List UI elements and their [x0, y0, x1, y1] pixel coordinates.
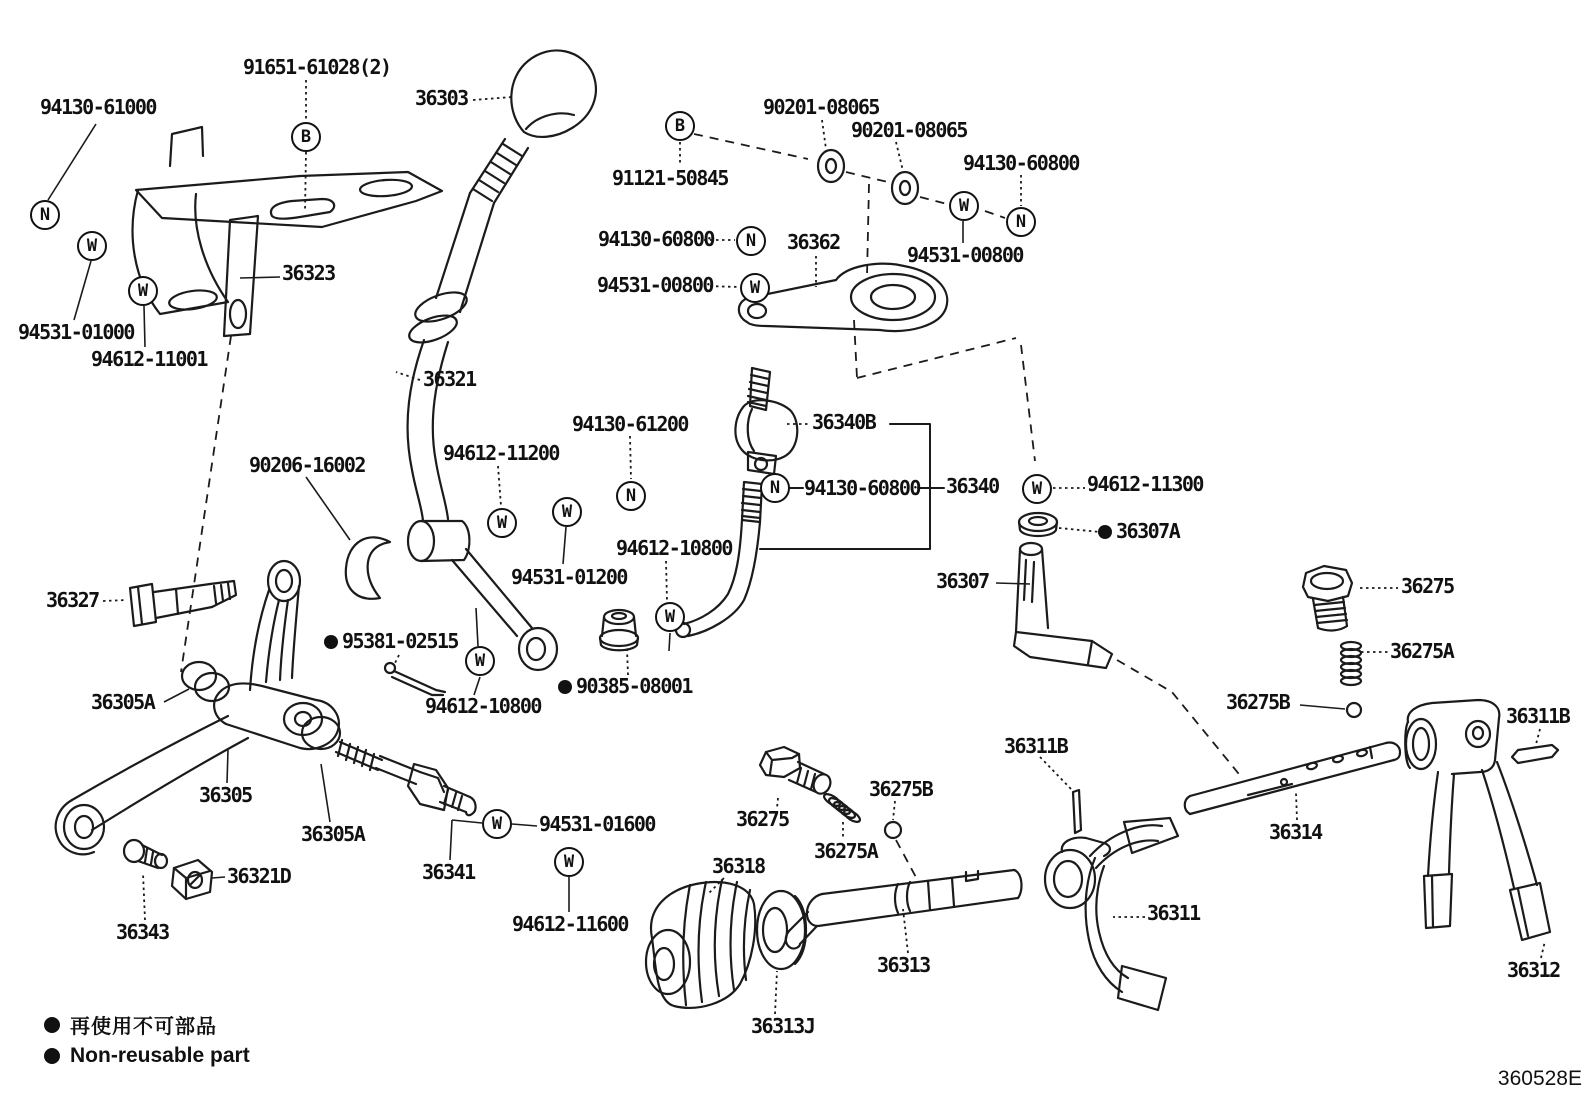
pin-36327: [130, 581, 236, 626]
part-label-94531-00800: 94531-00800: [597, 273, 713, 297]
fastener-marker-W-11: W: [552, 497, 582, 527]
part-label-36362: 36362: [787, 230, 840, 254]
boot-36318: [646, 880, 755, 1008]
legend-row-jp: [44, 1010, 250, 1039]
washer-90201-2: [892, 172, 918, 204]
part-label-36321: 36321: [423, 367, 476, 391]
part-label-94531-01600: 94531-01600: [539, 812, 655, 836]
fastener-marker-B-3: B: [291, 122, 321, 152]
part-label-36275A: 36275A: [814, 839, 878, 863]
lever-36362: [739, 264, 947, 331]
part-label-36314: 36314: [1269, 820, 1322, 844]
pin-36311B-left: [1073, 790, 1081, 833]
ball-36275B-right: [1347, 703, 1361, 717]
fastener-marker-N-12: N: [760, 473, 790, 503]
crank-36307: [1014, 543, 1112, 668]
fork-shaft-36314: [1185, 743, 1400, 814]
nonreusable-dot-icon: [558, 680, 572, 694]
part-label-36321D: 36321D: [227, 864, 291, 888]
bushing-36305A-lower: [284, 703, 340, 749]
ball-joint-36340B: [735, 368, 797, 474]
legend-row-en: [44, 1044, 250, 1068]
part-label-94130-61000: 94130-61000: [40, 95, 156, 119]
fastener-marker-N-0: N: [30, 200, 60, 230]
part-label-90201-08065: 90201-08065: [851, 118, 967, 142]
fastener-marker-W-16: W: [482, 809, 512, 839]
part-label-94531-00800: 94531-00800: [907, 243, 1023, 267]
fastener-marker-N-9: N: [616, 481, 646, 511]
part-label-36275: 36275: [1401, 574, 1454, 598]
plug-bolt-36275-right: [1303, 566, 1352, 630]
ball-36275B-center: [885, 822, 901, 838]
nonreusable-dot-icon: [44, 1048, 60, 1064]
fastener-marker-W-14: W: [655, 602, 685, 632]
figure-code: 360528E: [1497, 1067, 1582, 1090]
nonreusable-dot-icon: [1098, 525, 1112, 539]
bushing-36313J: [757, 891, 806, 969]
bracket-36323: [133, 127, 442, 336]
shift-knob-36303: [470, 50, 596, 203]
clip-90206: [346, 537, 390, 598]
part-label-94612-11001: 94612-11001: [91, 347, 207, 371]
part-label-90206-16002: 90206-16002: [249, 453, 365, 477]
spring-36275A-right: [1341, 642, 1361, 685]
part-label-94130-60800: 94130-60800: [598, 227, 714, 251]
part-label-36311B: 36311B: [1004, 734, 1068, 758]
legend: [44, 1010, 250, 1073]
part-label-36307A: 36307A: [1098, 521, 1179, 542]
fastener-marker-N-7: N: [736, 226, 766, 256]
washer-36307A: [1019, 513, 1057, 536]
part-label-36312: 36312: [1507, 958, 1560, 982]
part-label-94612-10800: 94612-10800: [425, 694, 541, 718]
part-label-90385-08001: 90385-08001: [558, 676, 692, 697]
label-leaders-dotted: [103, 80, 1545, 1014]
bolt-36343: [124, 840, 167, 868]
part-label-94531-01000: 94531-01000: [18, 320, 134, 344]
part-label-36311: 36311: [1147, 901, 1200, 925]
fastener-marker-W-8: W: [740, 273, 770, 303]
washer-90201-1: [818, 150, 844, 182]
fastener-marker-B-4: B: [665, 111, 695, 141]
part-label-91121-50845: 91121-50845: [612, 166, 728, 190]
fastener-marker-W-13: W: [1022, 474, 1052, 504]
shift-fork-36312: [1405, 700, 1550, 940]
part-label-36340B: 36340B: [812, 410, 876, 434]
fastener-marker-W-2: W: [128, 276, 158, 306]
part-label-36275B: 36275B: [1226, 690, 1290, 714]
part-label-91651-61028(2): 91651-61028(2): [243, 55, 391, 79]
part-label-94612-11200: 94612-11200: [443, 441, 559, 465]
rod-36341: [336, 740, 476, 815]
part-label-36313J: 36313J: [751, 1014, 815, 1038]
fastener-marker-W-15: W: [465, 646, 495, 676]
part-label-95381-02515: 95381-02515: [324, 631, 458, 652]
fastener-marker-W-5: W: [949, 191, 979, 221]
plug-bolt-36275-center: [760, 747, 833, 796]
nonreusable-dot-icon: [324, 635, 338, 649]
part-label-36275: 36275: [736, 807, 789, 831]
part-label-36305A: 36305A: [301, 822, 365, 846]
nut-36321D: [172, 860, 212, 899]
legend-text-jp: 再使用不可部品: [70, 1014, 217, 1038]
part-label-36340: 36340: [946, 474, 999, 498]
part-label-36318: 36318: [712, 854, 765, 878]
bushing-36305A-upper: [182, 662, 229, 701]
fastener-marker-W-1: W: [77, 231, 107, 261]
part-label-36305: 36305: [199, 783, 252, 807]
legend-text-en: Non-reusable part: [70, 1044, 250, 1067]
fastener-marker-W-17: W: [554, 847, 584, 877]
part-label-94531-01200: 94531-01200: [511, 565, 627, 589]
part-label-36303: 36303: [415, 86, 468, 110]
part-label-94130-60800: 94130-60800: [963, 151, 1079, 175]
part-label-94612-11300: 94612-11300: [1087, 472, 1203, 496]
shift-lever-36321: [406, 193, 557, 670]
part-label-36305A: 36305A: [91, 690, 155, 714]
part-label-36343: 36343: [116, 920, 169, 944]
part-label-36307: 36307: [936, 569, 989, 593]
fastener-marker-W-10: W: [487, 508, 517, 538]
part-label-36323: 36323: [282, 261, 335, 285]
cotter-pin-95381: [385, 663, 445, 695]
part-label-94612-11600: 94612-11600: [512, 912, 628, 936]
fastener-marker-N-6: N: [1006, 207, 1036, 237]
part-label-36275A: 36275A: [1390, 639, 1454, 663]
part-label-36341: 36341: [422, 860, 475, 884]
nonreusable-dot-icon: [44, 1017, 60, 1033]
part-label-94612-10800: 94612-10800: [616, 536, 732, 560]
part-label-36327: 36327: [46, 588, 99, 612]
grommet-90385: [600, 610, 638, 650]
part-label-90201-08065: 90201-08065: [763, 95, 879, 119]
spring-36275A-center: [822, 792, 862, 824]
part-label-36275B: 36275B: [869, 777, 933, 801]
part-label-36313: 36313: [877, 953, 930, 977]
part-label-94130-60800: 94130-60800: [804, 476, 920, 500]
part-label-94130-61200: 94130-61200: [572, 412, 688, 436]
part-label-36311B: 36311B: [1506, 704, 1570, 728]
